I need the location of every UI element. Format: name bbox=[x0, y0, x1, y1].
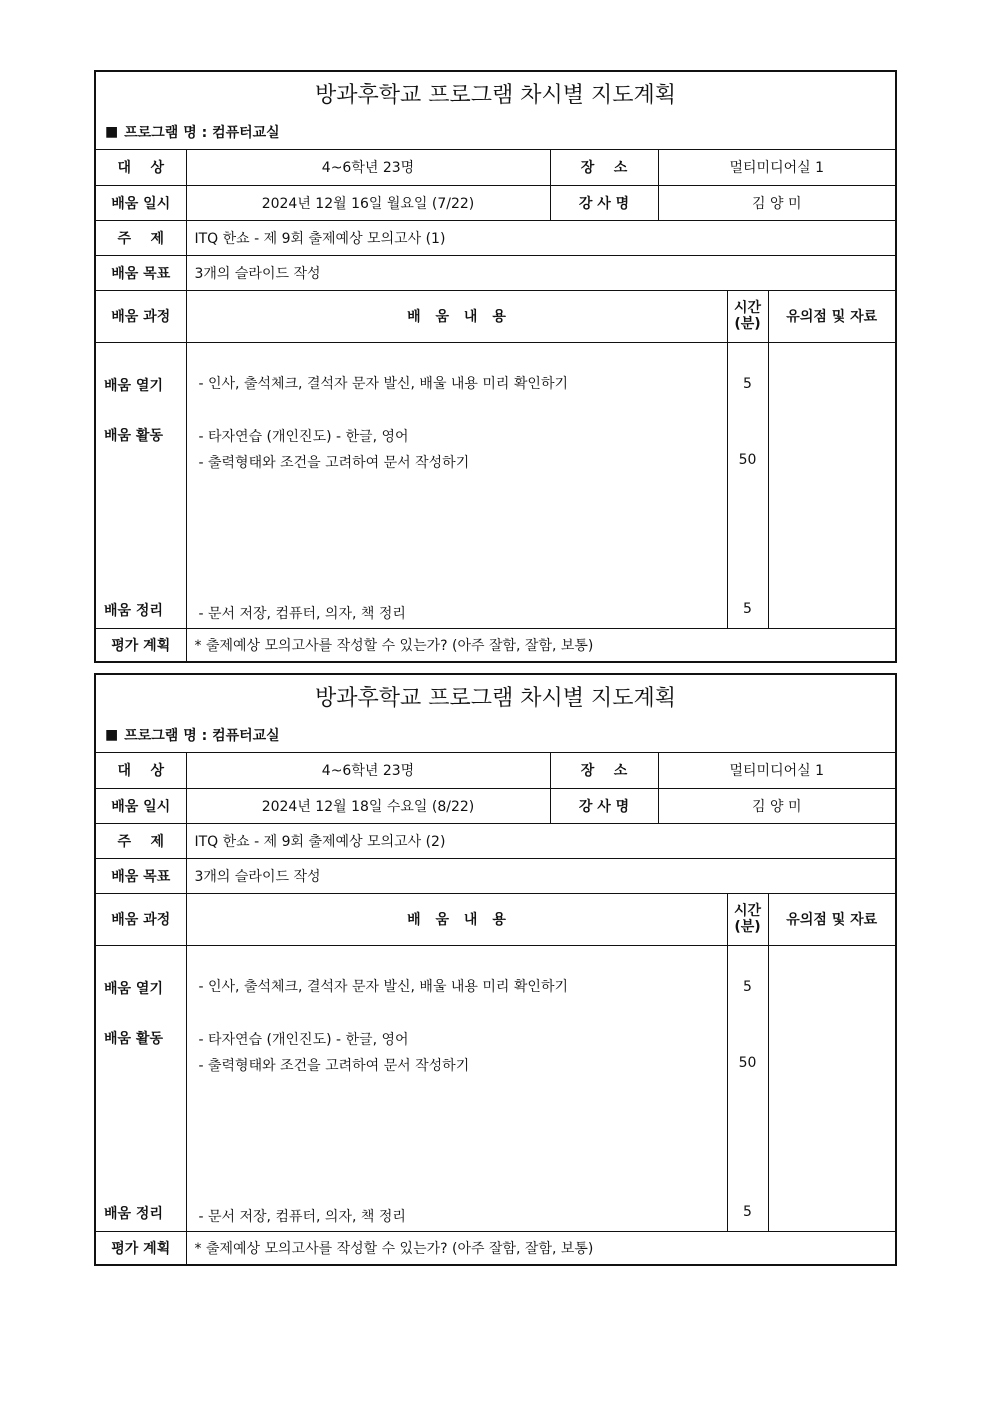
target-value: 4~6학년 23명 bbox=[186, 150, 550, 185]
stage-times-cell bbox=[727, 342, 768, 628]
topic-row bbox=[96, 823, 895, 858]
notes-cell bbox=[768, 342, 895, 628]
topic-label: 주 제 bbox=[96, 220, 186, 255]
stage2-label: 배움 활동 bbox=[104, 427, 163, 444]
goal-row bbox=[96, 858, 895, 893]
stage1-label: 배움 열기 bbox=[104, 377, 163, 394]
plan-title: 방과후학교 프로그램 차시별 지도계획 bbox=[314, 82, 676, 108]
time-label bbox=[727, 290, 768, 342]
eval-label: 평가 계획 bbox=[96, 628, 186, 661]
time-label-line1: 시간 bbox=[733, 300, 762, 316]
time-label-line2: (분) bbox=[734, 919, 761, 935]
stage1-content: - 인사, 출석체크, 결석자 문자 발신, 배울 내용 미리 확인하기 bbox=[198, 978, 569, 995]
square-bullet-icon: ■ bbox=[105, 123, 119, 140]
goal-value: 3개의 슬라이드 작성 bbox=[186, 255, 895, 290]
content-label: 배 움 내 용 bbox=[186, 290, 727, 342]
stage2-content-2: - 출력형태와 조건을 고려하여 문서 작성하기 bbox=[198, 454, 470, 471]
process-label: 배움 과정 bbox=[96, 290, 186, 342]
place-label: 장 소 bbox=[550, 753, 658, 788]
target-label: 대 상 bbox=[96, 753, 186, 788]
program-name-row bbox=[96, 114, 895, 150]
time-label-line2: (분) bbox=[734, 316, 761, 332]
place-label: 장 소 bbox=[550, 150, 658, 185]
stage1-time: 5 bbox=[743, 978, 752, 995]
date-value: 2024년 12월 18일 수요일 (8/22) bbox=[186, 788, 550, 823]
stage3-label: 배움 정리 bbox=[104, 1205, 163, 1222]
plan-table bbox=[96, 150, 895, 661]
topic-row bbox=[96, 220, 895, 255]
eval-label: 평가 계획 bbox=[96, 1231, 186, 1264]
stage3-label: 배움 정리 bbox=[104, 602, 163, 619]
teacher-label: 강 사 명 bbox=[550, 185, 658, 220]
topic-value: ITQ 한쇼 - 제 9회 출제예상 모의고사 (1) bbox=[186, 220, 895, 255]
notes-label: 유의점 및 자료 bbox=[768, 893, 895, 945]
topic-value: ITQ 한쇼 - 제 9회 출제예상 모의고사 (2) bbox=[186, 823, 895, 858]
target-row bbox=[96, 150, 895, 185]
teacher-value: 김 양 미 bbox=[658, 185, 895, 220]
plan-table bbox=[96, 753, 895, 1264]
lesson-plan bbox=[94, 673, 897, 1266]
teacher-value: 김 양 미 bbox=[658, 788, 895, 823]
stage2-time: 50 bbox=[738, 451, 757, 468]
stage2-content-1: - 타자연습 (개인진도) - 한글, 영어 bbox=[198, 1031, 409, 1048]
stage2-label: 배움 활동 bbox=[104, 1030, 163, 1047]
goal-label: 배움 목표 bbox=[96, 858, 186, 893]
stage3-content: - 문서 저장, 컴퓨터, 의자, 책 정리 bbox=[198, 1208, 406, 1225]
goal-row bbox=[96, 255, 895, 290]
program-name: 프로그램 명 : 컴퓨터교실 bbox=[124, 124, 280, 141]
date-row bbox=[96, 788, 895, 823]
content-label: 배 움 내 용 bbox=[186, 893, 727, 945]
notes-cell bbox=[768, 945, 895, 1231]
stage3-content: - 문서 저장, 컴퓨터, 의자, 책 정리 bbox=[198, 605, 406, 622]
program-name: 프로그램 명 : 컴퓨터교실 bbox=[124, 727, 280, 744]
time-label bbox=[727, 893, 768, 945]
place-value: 멀티미디어실 1 bbox=[658, 150, 895, 185]
eval-value: * 출제예상 모의고사를 작성할 수 있는가? (아주 잘함, 잘함, 보통) bbox=[186, 1231, 895, 1264]
process-header-row bbox=[96, 893, 895, 945]
place-value: 멀티미디어실 1 bbox=[658, 753, 895, 788]
stage-contents-cell bbox=[186, 342, 727, 628]
program-name-row bbox=[96, 717, 895, 753]
date-label: 배움 일시 bbox=[96, 788, 186, 823]
target-row bbox=[96, 753, 895, 788]
stage-contents-cell bbox=[186, 945, 727, 1231]
goal-value: 3개의 슬라이드 작성 bbox=[186, 858, 895, 893]
stage3-time: 5 bbox=[743, 1203, 752, 1220]
goal-label: 배움 목표 bbox=[96, 255, 186, 290]
stage1-time: 5 bbox=[743, 375, 752, 392]
process-body-row bbox=[96, 342, 895, 628]
stage2-content-2: - 출력형태와 조건을 고려하여 문서 작성하기 bbox=[198, 1057, 470, 1074]
stage3-time: 5 bbox=[743, 600, 752, 617]
stage2-content-1: - 타자연습 (개인진도) - 한글, 영어 bbox=[198, 428, 409, 445]
stage-labels-cell bbox=[96, 945, 186, 1231]
date-label: 배움 일시 bbox=[96, 185, 186, 220]
stage-times-cell bbox=[727, 945, 768, 1231]
lesson-plan bbox=[94, 70, 897, 663]
process-header-row bbox=[96, 290, 895, 342]
target-value: 4~6학년 23명 bbox=[186, 753, 550, 788]
stage1-label: 배움 열기 bbox=[104, 980, 163, 997]
eval-row bbox=[96, 628, 895, 661]
eval-row bbox=[96, 1231, 895, 1264]
stage-labels-cell bbox=[96, 342, 186, 628]
process-body-row bbox=[96, 945, 895, 1231]
square-bullet-icon: ■ bbox=[105, 726, 119, 743]
notes-label: 유의점 및 자료 bbox=[768, 290, 895, 342]
date-row bbox=[96, 185, 895, 220]
stage2-time: 50 bbox=[738, 1054, 757, 1071]
plan-title: 방과후학교 프로그램 차시별 지도계획 bbox=[314, 685, 676, 711]
process-label: 배움 과정 bbox=[96, 893, 186, 945]
date-value: 2024년 12월 16일 월요일 (7/22) bbox=[186, 185, 550, 220]
teacher-label: 강 사 명 bbox=[550, 788, 658, 823]
topic-label: 주 제 bbox=[96, 823, 186, 858]
stage1-content: - 인사, 출석체크, 결석자 문자 발신, 배울 내용 미리 확인하기 bbox=[198, 375, 569, 392]
eval-value: * 출제예상 모의고사를 작성할 수 있는가? (아주 잘함, 잘함, 보통) bbox=[186, 628, 895, 661]
target-label: 대 상 bbox=[96, 150, 186, 185]
time-label-line1: 시간 bbox=[733, 903, 762, 919]
